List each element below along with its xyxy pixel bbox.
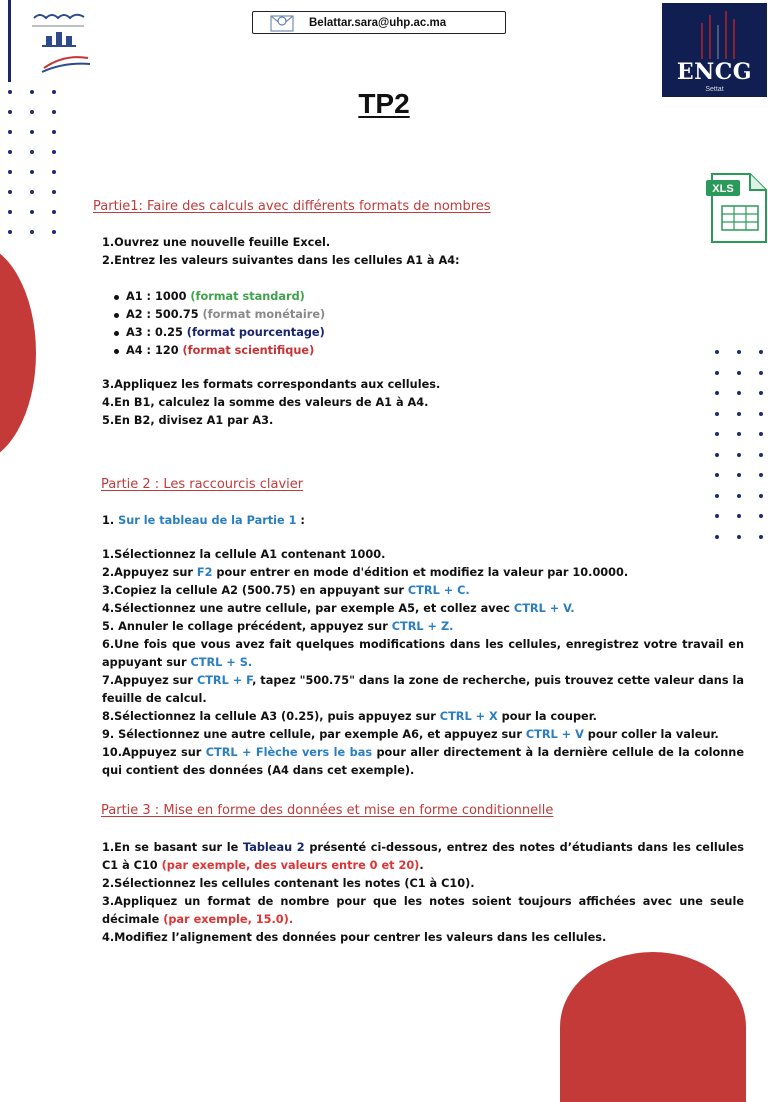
decorative-dot xyxy=(8,190,12,194)
decorative-dot xyxy=(715,473,719,477)
decorative-dot xyxy=(8,170,12,174)
table-reference: Tableau 2 xyxy=(242,841,305,854)
decorative-dot xyxy=(52,170,56,174)
intro-suffix: : xyxy=(296,514,305,527)
partie2-step xyxy=(102,744,744,780)
partie2-step xyxy=(102,564,744,582)
step-text: 10.Appuyez sur xyxy=(102,746,206,759)
partie2-step xyxy=(102,582,744,600)
decorative-dot xyxy=(759,514,763,518)
encg-logo-city: Settat xyxy=(705,86,724,93)
shortcut-key: CTRL + V. xyxy=(513,602,575,615)
decorative-dot xyxy=(8,210,12,214)
decorative-vertical-line xyxy=(8,0,11,82)
partie2-title: Partie 2 : Les raccourcis clavier xyxy=(101,477,304,492)
xls-file-icon xyxy=(702,170,768,246)
decorative-dot xyxy=(759,350,763,354)
step-text: 5. Annuler le collage précédent, appuyez sur xyxy=(102,620,392,633)
decorative-dot xyxy=(715,535,719,539)
example-note: (par exemple, 15.0). xyxy=(163,913,294,926)
shortcut-key: CTRL + V xyxy=(525,728,584,741)
encg-logo-lines xyxy=(662,3,767,63)
shortcut-key: CTRL + F xyxy=(196,674,253,687)
partie2-step xyxy=(102,600,744,618)
step-text: 2.Sélectionnez les cellules contenant les notes (C1 à C10). xyxy=(102,877,475,890)
decorative-dot xyxy=(737,432,741,436)
step-text: 6.Une fois que vous avez fait quelques modifications dans les cellules, enregistrez votre travail en appuyant sur xyxy=(102,638,744,669)
step-text: . xyxy=(419,859,424,872)
decorative-dot xyxy=(52,210,56,214)
step-text: 7.Appuyez sur xyxy=(102,674,197,687)
decorative-dot xyxy=(30,130,34,134)
step-text: , tapez "500.75" dans la zone de recherche, puis trouvez cette valeur dans la feuille de calcul. xyxy=(102,674,744,705)
list-item xyxy=(102,324,702,342)
partie1-values-list xyxy=(102,288,702,360)
list-item xyxy=(102,342,702,360)
list-item xyxy=(102,288,702,306)
value-cell: A1 : 1000 xyxy=(126,290,191,303)
decorative-dot xyxy=(8,230,12,234)
partie3-step xyxy=(102,839,744,875)
step-text: 8.Sélectionnez la cellule A3 (0.25), puis appuyez sur xyxy=(102,710,440,723)
decorative-dot xyxy=(52,130,56,134)
decorative-dot xyxy=(759,371,763,375)
value-format: (format scientifique) xyxy=(182,344,315,357)
decorative-dot xyxy=(8,150,12,154)
decorative-dot xyxy=(759,453,763,457)
decorative-dot xyxy=(759,391,763,395)
partie3-title: Partie 3 : Mise en forme des données et mise en forme conditionnelle xyxy=(101,803,554,818)
partie2-step xyxy=(102,618,744,636)
partie1-step3: 3.Appliquez les formats correspondants aux cellules. xyxy=(102,378,441,391)
value-cell: A4 : 120 xyxy=(126,344,183,357)
value-format: (format pourcentage) xyxy=(186,326,325,339)
intro-reference: Sur le tableau de la Partie 1 xyxy=(118,514,297,527)
decorative-dot xyxy=(30,190,34,194)
decorative-dot xyxy=(737,350,741,354)
partie1-steps-top xyxy=(102,234,702,270)
partie2-step xyxy=(102,546,744,564)
decorative-dot xyxy=(715,350,719,354)
shortcut-key: F2 xyxy=(196,566,213,579)
example-note: (par exemple, des valeurs entre 0 et 20) xyxy=(161,859,420,872)
list-item xyxy=(102,306,702,324)
encg-logo-name: ENCG xyxy=(676,59,753,85)
partie1-step4: 4.En B1, calculez la somme des valeurs de A1 à A4. xyxy=(102,396,429,409)
partie2-step xyxy=(102,726,744,744)
step-text: 2.Appuyez sur xyxy=(102,566,197,579)
partie1-title: Partie1: Faire des calculs avec différents formats de nombres xyxy=(93,199,491,214)
decorative-dot xyxy=(30,170,34,174)
email-address: Belattar.sara@uhp.ac.ma xyxy=(309,16,447,29)
partie1-steps-bottom xyxy=(102,376,702,430)
decorative-dot xyxy=(737,391,741,395)
decorative-dot xyxy=(759,412,763,416)
decorative-dot xyxy=(52,150,56,154)
intro-number: 1. xyxy=(102,514,119,527)
step-text: 1.Sélectionnez la cellule A1 contenant 1000. xyxy=(102,548,386,561)
decorative-dot xyxy=(737,494,741,498)
decorative-dot xyxy=(715,453,719,457)
decorative-dot xyxy=(8,130,12,134)
email-box xyxy=(252,11,506,34)
partie2-step xyxy=(102,672,744,708)
decorative-dot xyxy=(759,473,763,477)
step-text: 9. Sélectionnez une autre cellule, par exemple A6, et appuyez sur xyxy=(102,728,526,741)
step-text: 3.Copiez la cellule A2 (500.75) en appuyant sur xyxy=(102,584,408,597)
decorative-dot xyxy=(737,535,741,539)
partie2-step xyxy=(102,708,744,726)
decorative-red-shape-bottom-right xyxy=(560,952,746,1102)
university-logo xyxy=(14,4,102,86)
value-format: (format monétaire) xyxy=(202,308,326,321)
decorative-dot xyxy=(715,391,719,395)
decorative-dot xyxy=(715,371,719,375)
partie2-step xyxy=(102,636,744,672)
decorative-dot xyxy=(715,494,719,498)
step-text: 4.Sélectionnez une autre cellule, par exemple A5, et collez avec xyxy=(102,602,514,615)
step-text: 4.Modifiez l’alignement des données pour centrer les valeurs dans les cellules. xyxy=(102,931,607,944)
step-text: 1.En se basant sur le xyxy=(102,841,243,854)
decorative-dot xyxy=(52,230,56,234)
value-cell: A2 : 500.75 xyxy=(126,308,203,321)
decorative-dot xyxy=(759,535,763,539)
shortcut-key: CTRL + X xyxy=(439,710,498,723)
xls-icon-label: XLS xyxy=(712,183,734,195)
step-text: pour la couper. xyxy=(497,710,597,723)
decorative-dot xyxy=(30,210,34,214)
partie2-intro xyxy=(102,512,744,530)
decorative-dot xyxy=(759,432,763,436)
partie3-step xyxy=(102,929,744,947)
decorative-dot xyxy=(737,371,741,375)
decorative-dot xyxy=(715,432,719,436)
step-text: 3.Appliquez un format de nombre pour que les notes soient toujours affichées avec une seule décimale xyxy=(102,895,744,926)
step-text: pour entrer en mode d'édition et modifiez la valeur par 10.0000. xyxy=(212,566,629,579)
step-text: présenté ci-dessous, entrez des notes d’étudiants dans les cellules C1 à C10 xyxy=(102,841,745,872)
value-format: (format standard) xyxy=(190,290,305,303)
shortcut-key: CTRL + Z. xyxy=(391,620,454,633)
encg-logo xyxy=(662,3,767,97)
decorative-dot xyxy=(715,412,719,416)
partie3-step xyxy=(102,893,744,929)
step-text: pour coller la valeur. xyxy=(583,728,719,741)
decorative-dot-grid-right xyxy=(715,350,763,539)
email-icon xyxy=(269,13,295,33)
partie3-steps xyxy=(102,839,744,947)
decorative-dot xyxy=(759,494,763,498)
partie1-step2: 2.Entrez les valeurs suivantes dans les cellules A1 à A4: xyxy=(102,254,460,267)
decorative-dot xyxy=(737,473,741,477)
partie1-step1: 1.Ouvrez une nouvelle feuille Excel. xyxy=(102,236,331,249)
shortcut-key: CTRL + S. xyxy=(190,656,253,669)
partie3-step xyxy=(102,875,744,893)
decorative-dot xyxy=(737,453,741,457)
decorative-dot xyxy=(30,150,34,154)
decorative-dot xyxy=(52,190,56,194)
shortcut-key: CTRL + Flèche vers le bas xyxy=(205,746,373,759)
step-text: pour aller directement à la dernière cellule de la colonne qui contient des données (A4 dans cet exemple). xyxy=(102,746,744,777)
partie2-steps xyxy=(102,546,744,780)
decorative-dot xyxy=(30,230,34,234)
decorative-dot xyxy=(737,412,741,416)
decorative-red-shape-left xyxy=(0,243,36,463)
value-cell: A3 : 0.25 xyxy=(126,326,187,339)
partie1-step5: 5.En B2, divisez A1 par A3. xyxy=(102,414,274,427)
page-title: TP2 xyxy=(358,88,410,119)
shortcut-key: CTRL + C. xyxy=(407,584,470,597)
